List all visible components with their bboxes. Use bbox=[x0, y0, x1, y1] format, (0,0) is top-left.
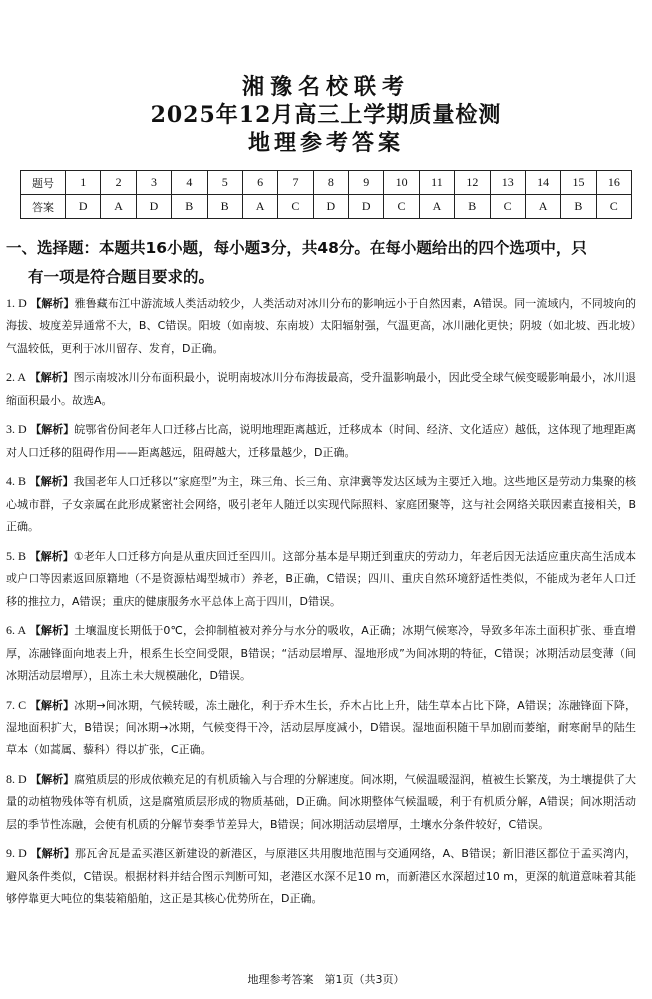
question-explanation bbox=[6, 694, 636, 762]
answer-table bbox=[20, 170, 632, 219]
question-number-answer: 8. D bbox=[6, 772, 27, 787]
answer-key-title: 地理参考答案 bbox=[247, 130, 404, 156]
answer-cell: B bbox=[561, 195, 596, 219]
question-number-cell: 6 bbox=[242, 171, 277, 195]
question-number-cell: 10 bbox=[384, 171, 419, 195]
question-number-row bbox=[21, 171, 632, 195]
question-number-answer: 9. D bbox=[6, 846, 27, 861]
question-number-cell: 13 bbox=[490, 171, 525, 195]
answer-cell: A bbox=[419, 195, 454, 219]
analysis-tag: 【解析】 bbox=[29, 475, 74, 489]
question-number-cell: 9 bbox=[349, 171, 384, 195]
analysis-tag: 【解析】 bbox=[29, 698, 75, 712]
answer-cell: C bbox=[596, 195, 631, 219]
question-number-cell: 11 bbox=[419, 171, 454, 195]
analysis-tag: 【解析】 bbox=[30, 297, 75, 310]
analysis-text: ①老年人口迁移方向是从重庆回迁至四川。这部分基本是早期迁到重庆的劳动力，年老后因无法适应重庆高生活成本或户口等因素返回原籍地（不是资源枯竭型城市）养老，B正确，C错误；四川、重庆自然环境舒适性类似，不能成为老年人口迁移的推拉力，A错误；重庆的健康服务水平总体上高于四川，D错误。 bbox=[6, 549, 636, 608]
question-number-answer: 6. A bbox=[6, 623, 27, 638]
answer-cell: D bbox=[349, 195, 384, 219]
question-explanation bbox=[6, 292, 636, 360]
question-number-cell: 5 bbox=[207, 171, 242, 195]
question-number-cell: 1 bbox=[66, 171, 101, 195]
question-number-answer: 2. A bbox=[6, 370, 27, 385]
question-number-cell: 16 bbox=[596, 171, 631, 195]
question-number-answer: 7. C bbox=[6, 697, 27, 712]
analysis-text: 图示南坡冰川分布面积最小，说明南坡冰川分布海拔最高，受升温影响最小，因此受全球气候变暖影响最小，冰川退缩面积最小。故选A。 bbox=[6, 371, 636, 407]
question-number-cell: 8 bbox=[313, 171, 348, 195]
answer-cell: A bbox=[101, 195, 136, 219]
question-number-cell: 4 bbox=[172, 171, 207, 195]
question-explanation bbox=[6, 842, 636, 910]
question-number-cell: 2 bbox=[101, 171, 136, 195]
section-heading-line2: 有一项是符合题目要求的。 bbox=[28, 268, 215, 286]
answer-cell: C bbox=[490, 195, 525, 219]
analysis-tag: 【解析】 bbox=[29, 624, 75, 638]
answer-cell: D bbox=[66, 195, 101, 219]
section-heading-line1: 一、选择题：本题共16小题，每小题3分，共48分。在每小题给出的四个选项中，只 bbox=[6, 239, 587, 257]
question-explanation bbox=[6, 366, 636, 412]
question-number-answer: 1. D bbox=[6, 296, 27, 310]
question-number-answer: 3. D bbox=[6, 422, 27, 437]
question-number-cell: 12 bbox=[455, 171, 490, 195]
answer-cell: C bbox=[278, 195, 313, 219]
answer-cell: B bbox=[207, 195, 242, 219]
question-explanation bbox=[6, 619, 636, 687]
page-footer: 地理参考答案 第1页（共3页） bbox=[247, 973, 405, 986]
question-explanation bbox=[6, 418, 636, 464]
answer-cell: A bbox=[525, 195, 560, 219]
answer-cell: C bbox=[384, 195, 419, 219]
answer-cell: A bbox=[242, 195, 277, 219]
section-heading bbox=[6, 234, 646, 292]
answer-cell: D bbox=[136, 195, 171, 219]
question-number-label: 题号 bbox=[21, 171, 66, 195]
question-number-answer: 4. B bbox=[6, 474, 27, 489]
exam-session-title: 2025年12月高三上学期质量检测 bbox=[150, 102, 502, 128]
answer-cell: B bbox=[455, 195, 490, 219]
analysis-text: 冰期→间冰期，气候转暖，冻土融化，利于乔木生长，乔木占比上升，陆生草本占比下降，A错误；冻融锋面下降，湿地面积扩大，B错误；间冰期→冰期，气候变得干冷，活动层厚度减小，D错误。湿地面积随干旱加剧而萎缩，耐寒耐旱的陆生草本（如蒿属、藜科）得以扩张，C正确。 bbox=[6, 698, 636, 757]
analysis-text: 雅鲁藏布江中游流域人类活动较少，人类活动对冰川分布的影响远小于自然因素，A错误。同一流域内，不同坡向的海拔、坡度差异通常不大，B、C错误。阳坡（如南坡、东南坡）太阳辐射强，气温更高，冰川融化更快；阴坡（如北坡、西北坡）气温较低，更利于冰川留存、发育，D正确。 bbox=[6, 297, 636, 355]
exam-alliance-title: 湘豫名校联考 bbox=[241, 74, 410, 100]
question-number-cell: 7 bbox=[278, 171, 313, 195]
analysis-text: 我国老年人口迁移以“家庭型”为主，珠三角、长三角、京津冀等发达区域为主要迁入地。这些地区是劳动力集聚的核心城市群，子女亲属在此形成紧密社会网络，吸引老年人随迁以实现代际照料、家庭团聚等，这与社会网络关联因素直接相关，B正确。 bbox=[6, 475, 636, 534]
analysis-tag: 【解析】 bbox=[30, 847, 76, 861]
answer-row bbox=[21, 195, 632, 219]
question-number-cell: 3 bbox=[136, 171, 171, 195]
question-explanations bbox=[6, 292, 636, 917]
analysis-tag: 【解析】 bbox=[30, 773, 75, 787]
analysis-text: 腐殖质层的形成依赖充足的有机质输入与合理的分解速度。间冰期，气候温暖湿润，植被生长繁茂，为土壤提供了大量的动植物残体等有机质，这是腐殖质层形成的物质基础，D正确。间冰期整体气候温暖，利于有机质分解，A错误；间冰期活动层的季节性冻融，会使有机质的分解节奏季节差异大，B错误；间冰期活动层增厚，土壤水分条件较好，C错误。 bbox=[6, 773, 637, 831]
question-number-cell: 15 bbox=[561, 171, 596, 195]
analysis-tag: 【解析】 bbox=[29, 549, 74, 563]
analysis-text: 皖鄂省份间老年人口迁移占比高，说明地理距离越近，迁移成本（时间、经济、文化适应）越低，这体现了地理距离对人口迁移的阻碍作用——距离越远，阻碍越大，迁移量越少，D正确。 bbox=[6, 423, 637, 459]
analysis-text: 土壤温度长期低于0℃，会抑制植被对养分与水分的吸收，A正确；冰期气候寒冷，导致多年冻土面积扩张、垂直增厚，冻融锋面向地表上升，根系生长空间受限，B错误；“活动层增厚、湿地形成”为间冰期的特征，C错误；冰期活动层变薄（间冰期活动层增厚），且冻土未大规模融化，D错误。 bbox=[6, 624, 636, 683]
answer-cell: D bbox=[313, 195, 348, 219]
question-explanation bbox=[6, 768, 636, 836]
answer-cell: B bbox=[172, 195, 207, 219]
analysis-text: 那瓦舍瓦是孟买港区新建设的新港区，与原港区共用腹地范围与交通网络，A、B错误；新旧港区都位于孟买湾内，避风条件类似，C错误。根据材料并结合图示判断可知，老港区水深不足10 m，而新港区水深超过10 m，更深的航道意味着其能够停靠更大吨位的集装箱船舶，这正是其核心优势所在，D正确。 bbox=[6, 847, 637, 906]
analysis-tag: 【解析】 bbox=[30, 423, 75, 437]
question-explanation bbox=[6, 470, 636, 538]
question-number-cell: 14 bbox=[525, 171, 560, 195]
answer-label: 答案 bbox=[21, 195, 66, 219]
analysis-tag: 【解析】 bbox=[29, 371, 74, 385]
question-explanation bbox=[6, 545, 636, 613]
question-number-answer: 5. B bbox=[6, 548, 27, 563]
